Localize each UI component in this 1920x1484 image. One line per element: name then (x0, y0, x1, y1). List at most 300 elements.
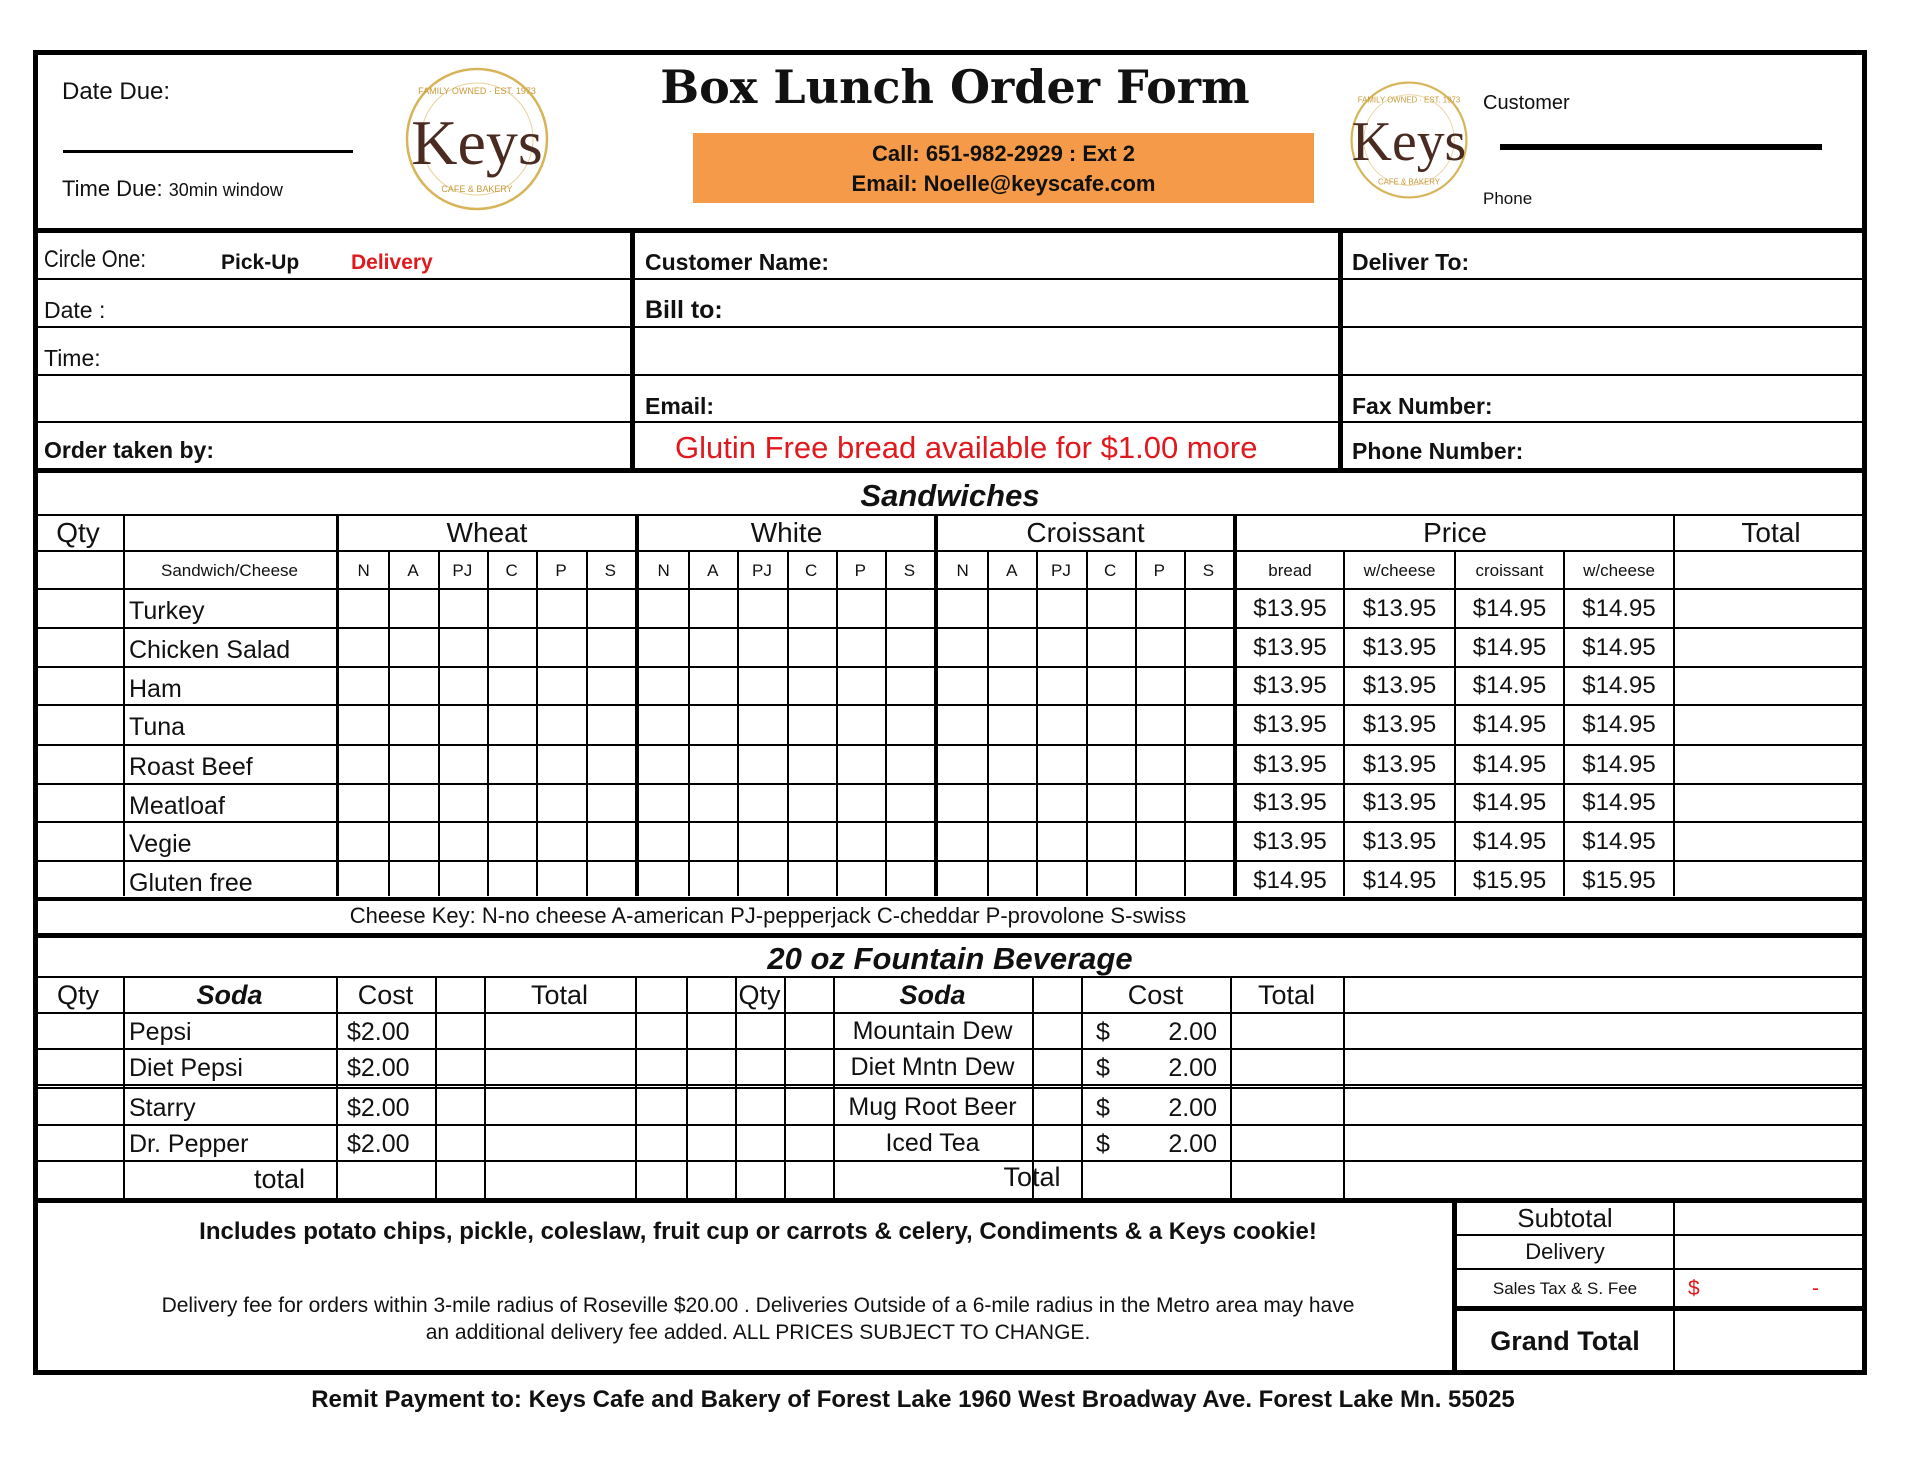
cheese-choice-cell[interactable] (538, 668, 584, 704)
bev-currency-right: $ (1096, 1018, 1110, 1046)
cheese-choice-cell[interactable] (440, 785, 486, 821)
rule (33, 374, 632, 376)
sandwich-price: $14.95 (1472, 594, 1547, 622)
cheese-choice-cell[interactable] (887, 629, 933, 666)
sandwich-name: Tuna (129, 713, 186, 741)
bev-total-header-right: Total (1257, 979, 1316, 1010)
cheese-choice-cell[interactable] (641, 668, 687, 704)
cheese-choice-cell[interactable] (390, 590, 436, 627)
cheese-choice-cell[interactable] (1038, 629, 1084, 666)
cheese-choice-cell[interactable] (690, 590, 736, 627)
date-due-label: Date Due: (62, 78, 171, 105)
rule (633, 278, 1339, 280)
cheese-choice-cell[interactable] (989, 668, 1035, 704)
cheese-choice-cell[interactable] (739, 590, 785, 627)
sandwich-qty-cell[interactable] (33, 746, 123, 783)
sandwich-name: Vegie (129, 830, 192, 858)
cheese-choice-cell[interactable] (641, 785, 687, 821)
cheese-choice-cell[interactable] (1137, 590, 1183, 627)
cheese-choice-cell[interactable] (1088, 823, 1134, 860)
bev-soda-header-left: Soda (196, 979, 263, 1010)
cheese-choice-cell[interactable] (1137, 668, 1183, 704)
bev-qty-cell[interactable] (686, 1090, 833, 1124)
sandwich-name: Roast Beef (129, 753, 253, 781)
bev-cost-header-right: Cost (1127, 979, 1184, 1010)
sandwich-qty-cell[interactable] (33, 706, 123, 744)
cheese-code-header: P (854, 560, 866, 580)
cheese-choice-cell[interactable] (887, 862, 933, 899)
cheese-choice-cell[interactable] (489, 823, 535, 860)
cheese-choice-cell[interactable] (1186, 746, 1232, 783)
cheese-choice-cell[interactable] (341, 590, 387, 627)
cheese-choice-cell[interactable] (1137, 746, 1183, 783)
cheese-choice-cell[interactable] (989, 823, 1035, 860)
keys-logo-left (392, 66, 562, 212)
cheese-choice-cell[interactable] (489, 746, 535, 783)
cheese-key: Cheese Key: N-no cheese A-american PJ-pepperjack C-cheddar P-provolone S-swiss (349, 903, 1187, 928)
sandwich-price: $14.95 (1472, 711, 1547, 738)
cheese-code-header: P (555, 560, 567, 580)
cheese-choice-cell[interactable] (1088, 862, 1134, 899)
cheese-code-header: C (505, 560, 518, 580)
bev-currency-right: $ (1096, 1130, 1110, 1158)
cheese-choice-cell[interactable] (789, 706, 835, 744)
bev-qty-cell[interactable] (33, 1090, 123, 1124)
cheese-code-header: PJ (751, 560, 772, 580)
sandwich-price: $13.95 (1362, 827, 1437, 855)
cheese-choice-cell[interactable] (940, 590, 986, 627)
cheese-choice-cell[interactable] (838, 629, 884, 666)
rule (1343, 976, 1345, 1198)
email-line: Email: Noelle@keyscafe.com (851, 171, 1156, 196)
bev-cost-left: $2.00 (347, 1054, 410, 1082)
cheese-choice-cell[interactable] (989, 590, 1035, 627)
cheese-choice-cell[interactable] (1186, 706, 1232, 744)
price-subheader: w/cheese (1583, 560, 1655, 580)
cheese-choice-cell[interactable] (588, 785, 634, 821)
bev-name-right: Mountain Dew (852, 1016, 1013, 1045)
cheese-choice-cell[interactable] (538, 629, 584, 666)
bev-total-cell[interactable] (1232, 1050, 1342, 1084)
bev-total-cell[interactable] (1232, 1014, 1342, 1048)
rule (1338, 228, 1343, 468)
cheese-choice-cell[interactable] (341, 785, 387, 821)
cheese-choice-cell[interactable] (538, 823, 584, 860)
cheese-choice-cell[interactable] (390, 668, 436, 704)
cheese-code-header: A (707, 560, 719, 580)
cheese-choice-cell[interactable] (641, 706, 687, 744)
sandwich-qty-cell[interactable] (33, 823, 123, 860)
logo-word: Keys (411, 107, 543, 178)
sandwich-price: $14.95 (1472, 789, 1547, 816)
bev-total-cell[interactable] (486, 1126, 634, 1160)
bev-qty-cell[interactable] (33, 1126, 123, 1160)
time-label: Time: (44, 345, 101, 371)
cheese-choice-cell[interactable] (789, 862, 835, 899)
sandwich-price: $15.95 (1582, 866, 1656, 894)
cheese-choice-cell[interactable] (940, 746, 986, 783)
cheese-choice-cell[interactable] (690, 668, 736, 704)
bev-total-label-right: Total (1003, 1161, 1061, 1192)
logo-word: Keys (1351, 111, 1467, 174)
sandwich-price: $14.95 (1582, 672, 1656, 699)
sandwich-qty-cell[interactable] (33, 668, 123, 704)
bev-total-cell[interactable] (486, 1090, 634, 1124)
cheese-choice-cell[interactable] (440, 746, 486, 783)
call-line: Call: 651-982-2929 : Ext 2 (872, 141, 1135, 166)
order-taken-label: Order taken by: (44, 437, 214, 463)
cheese-choice-cell[interactable] (838, 862, 884, 899)
sandwich-total-cell[interactable] (1675, 785, 1867, 821)
cheese-code-header: N (357, 560, 370, 580)
cheese-choice-cell[interactable] (390, 629, 436, 666)
sandwich-price: $14.95 (1362, 866, 1437, 894)
cheese-choice-cell[interactable] (1038, 823, 1084, 860)
date-due-line[interactable] (63, 150, 353, 153)
bev-total-label-left: total (253, 1163, 306, 1194)
bev-qty-cell[interactable] (686, 1126, 833, 1160)
cheese-choice-cell[interactable] (940, 862, 986, 899)
cheese-choice-cell[interactable] (489, 706, 535, 744)
cheese-choice-cell[interactable] (690, 823, 736, 860)
price-header: Price (1423, 517, 1487, 548)
bev-name-right: Iced Tea (885, 1128, 980, 1157)
cheese-choice-cell[interactable] (641, 823, 687, 860)
cheese-choice-cell[interactable] (390, 823, 436, 860)
cheese-choice-cell[interactable] (838, 746, 884, 783)
cheese-choice-cell[interactable] (440, 629, 486, 666)
price-subheader: bread (1268, 560, 1312, 580)
deliver-to-label: Deliver To: (1352, 249, 1470, 275)
rule (1341, 326, 1867, 328)
cheese-choice-cell[interactable] (989, 746, 1035, 783)
cheese-choice-cell[interactable] (739, 668, 785, 704)
cheese-choice-cell[interactable] (887, 823, 933, 860)
cheese-choice-cell[interactable] (341, 629, 387, 666)
sandwich-total-cell[interactable] (1675, 590, 1867, 627)
cheese-choice-cell[interactable] (440, 668, 486, 704)
cheese-choice-cell[interactable] (739, 823, 785, 860)
cheese-choice-cell[interactable] (989, 862, 1035, 899)
cheese-code-header: N (956, 560, 969, 580)
bread-group-header: White (750, 517, 823, 548)
delivery-option[interactable]: Delivery (351, 251, 433, 274)
cheese-choice-cell[interactable] (341, 746, 387, 783)
bev-total-header-left: Total (530, 979, 589, 1010)
bev-name-right: Mug Root Beer (848, 1092, 1017, 1121)
cheese-choice-cell[interactable] (440, 590, 486, 627)
bev-qty-cell[interactable] (686, 1014, 833, 1048)
logo-ring-bottom: CAFE & BAKERY (1377, 177, 1441, 187)
sandwich-qty-cell[interactable] (33, 629, 123, 666)
cheese-choice-cell[interactable] (538, 590, 584, 627)
cheese-choice-cell[interactable] (940, 668, 986, 704)
cheese-choice-cell[interactable] (1137, 629, 1183, 666)
sandwich-price: $14.95 (1472, 633, 1547, 661)
cheese-choice-cell[interactable] (1088, 746, 1134, 783)
delivery-value[interactable] (1676, 1236, 1864, 1268)
bev-name-left: Starry (129, 1094, 196, 1122)
sandwich-price: $13.95 (1253, 750, 1327, 778)
logo-ring-top: FAMILY OWNED · EST. 1973 (1357, 95, 1461, 105)
sandwich-price: $15.95 (1472, 866, 1547, 894)
bread-group-header: Wheat (446, 517, 528, 548)
bev-currency-right: $ (1096, 1054, 1110, 1082)
cheese-choice-cell[interactable] (440, 862, 486, 899)
gluten-free-note: Glutin Free bread available for $1.00 more (675, 430, 1258, 465)
cheese-choice-cell[interactable] (588, 706, 634, 744)
email-label: Email: (645, 393, 715, 419)
cheese-choice-cell[interactable] (1038, 746, 1084, 783)
cheese-choice-cell[interactable] (1088, 668, 1134, 704)
rule (633, 374, 1339, 376)
cheese-choice-cell[interactable] (538, 785, 584, 821)
cheese-choice-cell[interactable] (989, 706, 1035, 744)
cheese-choice-cell[interactable] (1038, 668, 1084, 704)
cheese-choice-cell[interactable] (887, 668, 933, 704)
pickup-option[interactable]: Pick-Up (221, 251, 300, 274)
bev-qty-cell[interactable] (33, 1014, 123, 1048)
cheese-choice-cell[interactable] (887, 746, 933, 783)
cheese-choice-cell[interactable] (1088, 590, 1134, 627)
delivery-note-1: Delivery fee for orders within 3-mile radius of Roseville $20.00 . Deliveries Outside of a 6-mile radius in the Metro area may have (161, 1294, 1355, 1317)
rule (630, 228, 635, 468)
cheese-choice-cell[interactable] (1038, 590, 1084, 627)
sandwich-price: $14.95 (1582, 594, 1656, 622)
cheese-choice-cell[interactable] (789, 668, 835, 704)
sandwich-price: $13.95 (1253, 789, 1327, 816)
rule (1341, 278, 1867, 280)
subtotal-value[interactable] (1676, 1202, 1864, 1234)
cheese-code-header: A (1006, 560, 1018, 580)
customer-line[interactable] (1500, 144, 1822, 150)
cheese-choice-cell[interactable] (1137, 706, 1183, 744)
cheese-choice-cell[interactable] (1137, 785, 1183, 821)
time-due-note: 30min window (168, 180, 283, 200)
sandwich-total-cell[interactable] (1675, 746, 1867, 783)
cheese-code-header: S (1202, 560, 1215, 580)
rule (33, 1087, 1867, 1089)
cheese-choice-cell[interactable] (940, 706, 986, 744)
cheese-choice-cell[interactable] (1088, 706, 1134, 744)
cheese-choice-cell[interactable] (538, 706, 584, 744)
cheese-choice-cell[interactable] (1088, 629, 1134, 666)
cheese-code-header: P (1153, 560, 1165, 580)
cheese-choice-cell[interactable] (1038, 862, 1084, 899)
sandwich-cheese-header: Sandwich/Cheese (160, 560, 299, 580)
cheese-choice-cell[interactable] (1186, 862, 1232, 899)
cheese-choice-cell[interactable] (390, 862, 436, 899)
cheese-choice-cell[interactable] (341, 706, 387, 744)
delivery-note-2: an additional delivery fee added. ALL PRICES SUBJECT TO CHANGE. (425, 1321, 1091, 1344)
cheese-choice-cell[interactable] (538, 862, 584, 899)
sandwich-name: Meatloaf (129, 792, 225, 820)
cheese-choice-cell[interactable] (440, 823, 486, 860)
phone-number-label: Phone Number: (1352, 438, 1524, 464)
cheese-choice-cell[interactable] (887, 785, 933, 821)
bev-cost-right: 2.00 (1168, 1130, 1217, 1158)
cheese-choice-cell[interactable] (1038, 706, 1084, 744)
cheese-choice-cell[interactable] (538, 746, 584, 783)
cheese-choice-cell[interactable] (588, 823, 634, 860)
rule (33, 421, 632, 423)
sandwich-price: $13.95 (1362, 789, 1437, 816)
grand-total-value[interactable] (1676, 1310, 1864, 1372)
cheese-choice-cell[interactable] (440, 706, 486, 744)
bev-total-cell[interactable] (1232, 1090, 1342, 1124)
sandwich-total-cell[interactable] (1675, 629, 1867, 666)
cheese-choice-cell[interactable] (789, 629, 835, 666)
cheese-choice-cell[interactable] (489, 590, 535, 627)
bev-qty-header-left: Qty (56, 979, 99, 1010)
sandwich-qty-cell[interactable] (33, 862, 123, 899)
bev-total-cell[interactable] (486, 1050, 634, 1084)
cheese-choice-cell[interactable] (390, 706, 436, 744)
sandwich-price: $14.95 (1472, 827, 1547, 855)
bev-qty-header-right: Qty (738, 979, 781, 1010)
cheese-choice-cell[interactable] (588, 629, 634, 666)
subtotal-label: Subtotal (1517, 1203, 1613, 1233)
cheese-choice-cell[interactable] (989, 629, 1035, 666)
bev-qty-cell[interactable] (33, 1050, 123, 1084)
sandwich-qty-cell[interactable] (33, 590, 123, 627)
sandwich-total-cell[interactable] (1675, 862, 1867, 899)
cheese-choice-cell[interactable] (690, 785, 736, 821)
bev-soda-header-right: Soda (899, 979, 966, 1010)
cheese-choice-cell[interactable] (838, 785, 884, 821)
cheese-choice-cell[interactable] (1038, 785, 1084, 821)
cheese-choice-cell[interactable] (588, 668, 634, 704)
cheese-choice-cell[interactable] (789, 590, 835, 627)
cheese-choice-cell[interactable] (739, 706, 785, 744)
bev-total-cell[interactable] (486, 1014, 634, 1048)
sandwich-price: $13.95 (1362, 672, 1437, 699)
price-subheader: w/cheese (1363, 560, 1436, 580)
cheese-choice-cell[interactable] (641, 746, 687, 783)
cheese-choice-cell[interactable] (838, 590, 884, 627)
cheese-choice-cell[interactable] (1186, 823, 1232, 860)
cheese-choice-cell[interactable] (1186, 590, 1232, 627)
cheese-code-header: PJ (1050, 560, 1071, 580)
cheese-choice-cell[interactable] (341, 668, 387, 704)
logo-ring-bottom: CAFE & BAKERY (441, 184, 513, 194)
cheese-choice-cell[interactable] (739, 629, 785, 666)
cheese-choice-cell[interactable] (390, 746, 436, 783)
cheese-choice-cell[interactable] (1137, 823, 1183, 860)
sandwich-name: Ham (129, 675, 182, 703)
keys-logo-right (1335, 72, 1483, 208)
cheese-choice-cell[interactable] (838, 823, 884, 860)
cheese-choice-cell[interactable] (489, 862, 535, 899)
cheese-choice-cell[interactable] (690, 629, 736, 666)
cheese-choice-cell[interactable] (838, 706, 884, 744)
cheese-choice-cell[interactable] (341, 823, 387, 860)
rule (33, 326, 632, 328)
cheese-code-header: C (1103, 560, 1117, 580)
sandwich-price: $13.95 (1253, 672, 1327, 699)
cheese-choice-cell[interactable] (1137, 862, 1183, 899)
fax-label: Fax Number: (1352, 393, 1493, 419)
cheese-choice-cell[interactable] (641, 862, 687, 899)
cheese-choice-cell[interactable] (989, 785, 1035, 821)
bev-total-cell[interactable] (1232, 1126, 1342, 1160)
cheese-code-header: S (903, 560, 916, 580)
cheese-choice-cell[interactable] (887, 590, 933, 627)
total-header: Total (1741, 517, 1801, 548)
cheese-choice-cell[interactable] (789, 746, 835, 783)
bev-name-left: Dr. Pepper (129, 1130, 249, 1158)
rule (635, 976, 637, 1198)
cheese-choice-cell[interactable] (588, 590, 634, 627)
cheese-choice-cell[interactable] (690, 862, 736, 899)
qty-header: Qty (56, 517, 100, 548)
cheese-choice-cell[interactable] (1186, 668, 1232, 704)
sandwiches-title: Sandwiches (860, 477, 1040, 513)
cheese-choice-cell[interactable] (390, 785, 436, 821)
form-title: Box Lunch Order Form (660, 60, 1250, 114)
sandwich-price: $14.95 (1582, 633, 1656, 661)
tax-currency: $ (1688, 1277, 1700, 1300)
customer-name-label: Customer Name: (645, 249, 830, 275)
sales-tax-label: Sales Tax & S. Fee (1492, 1278, 1638, 1298)
cheese-choice-cell[interactable] (690, 746, 736, 783)
cheese-code-header: PJ (452, 560, 473, 580)
sandwich-price: $13.95 (1253, 594, 1327, 622)
cheese-choice-cell[interactable] (887, 706, 933, 744)
sandwich-total-cell[interactable] (1675, 823, 1867, 860)
cheese-choice-cell[interactable] (789, 823, 835, 860)
sandwich-total-cell[interactable] (1675, 706, 1867, 744)
cheese-choice-cell[interactable] (1088, 785, 1134, 821)
bev-name-right: Diet Mntn Dew (850, 1052, 1015, 1081)
cheese-choice-cell[interactable] (739, 785, 785, 821)
cheese-choice-cell[interactable] (940, 785, 986, 821)
cheese-choice-cell[interactable] (641, 590, 687, 627)
cheese-choice-cell[interactable] (489, 785, 535, 821)
sandwich-total-cell[interactable] (1675, 668, 1867, 704)
circle-one-label: Circle One: (44, 246, 147, 273)
cheese-choice-cell[interactable] (739, 862, 785, 899)
cheese-choice-cell[interactable] (341, 862, 387, 899)
sandwich-name: Gluten free (129, 869, 253, 897)
bev-qty-cell[interactable] (686, 1050, 833, 1084)
cheese-choice-cell[interactable] (489, 629, 535, 666)
cheese-choice-cell[interactable] (1186, 629, 1232, 666)
bev-name-left: Pepsi (129, 1018, 192, 1046)
rule (33, 933, 1867, 938)
sandwich-price: $13.95 (1253, 711, 1327, 738)
price-subheader: croissant (1475, 560, 1544, 580)
rule (33, 468, 1867, 473)
sandwich-qty-cell[interactable] (33, 785, 123, 821)
cheese-choice-cell[interactable] (940, 823, 986, 860)
cheese-choice-cell[interactable] (838, 668, 884, 704)
bev-cost-right: 2.00 (1168, 1018, 1217, 1046)
sandwich-price: $14.95 (1472, 750, 1547, 778)
cheese-choice-cell[interactable] (789, 785, 835, 821)
cheese-choice-cell[interactable] (489, 668, 535, 704)
cheese-choice-cell[interactable] (940, 629, 986, 666)
logo-ring-top: FAMILY OWNED · EST. 1973 (418, 86, 536, 96)
cheese-choice-cell[interactable] (588, 746, 634, 783)
cheese-choice-cell[interactable] (739, 746, 785, 783)
cheese-choice-cell[interactable] (641, 629, 687, 666)
cheese-choice-cell[interactable] (1186, 785, 1232, 821)
sandwich-price: $14.95 (1582, 750, 1656, 778)
cheese-choice-cell[interactable] (690, 706, 736, 744)
cheese-choice-cell[interactable] (588, 862, 634, 899)
sandwich-price: $14.95 (1472, 672, 1547, 699)
